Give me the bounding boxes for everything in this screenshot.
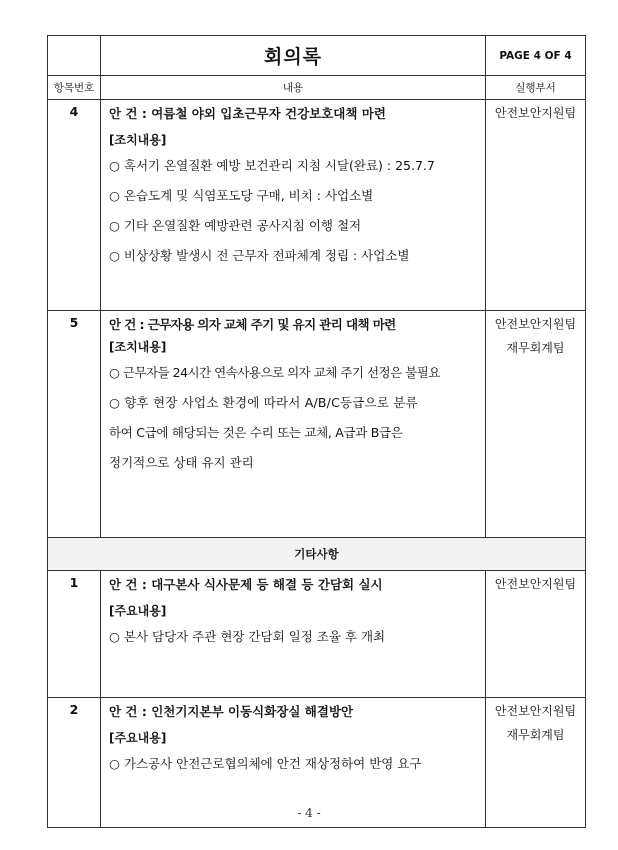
agenda-row (48, 571, 586, 698)
section-label: [조치내용] (109, 133, 167, 147)
agenda-title: 안 건 : 대구본사 식사문제 등 해결 등 간담회 실시 (109, 577, 383, 592)
page-number: - 4 - (297, 806, 321, 820)
agenda-title: 안 건 : 근무자용 의자 교체 주기 및 유지 관리 대책 마련 (109, 317, 396, 332)
dept-name: 재무회계팀 (506, 728, 565, 742)
item-number: 2 (48, 698, 101, 828)
item-dept (486, 311, 586, 538)
column-header-content: 내용 (101, 76, 486, 100)
etc-section-title: 기타사항 (48, 538, 586, 571)
page-label: PAGE 4 OF 4 (486, 36, 586, 76)
agenda-row (48, 311, 586, 538)
item-content (101, 311, 486, 538)
bullet-item: ○ 온습도계 및 식염포도당 구매, 비치 : 사업소별 (109, 188, 374, 203)
bullet-paragraph (109, 392, 479, 474)
title-blank-cell (48, 36, 101, 76)
bullet-item: ○ 본사 담당자 주관 현장 간담회 일정 조율 후 개최 (109, 629, 386, 644)
document-title: 회의록 (101, 36, 486, 76)
agenda-row (48, 100, 586, 311)
column-header-dept: 실행부서 (486, 76, 586, 100)
agenda-title: 안 건 : 여름철 야외 입초근무자 건강보호대책 마련 (109, 106, 386, 121)
dept-name: 안전보안지원팀 (494, 577, 577, 591)
item-dept (486, 571, 586, 698)
section-label: [조치내용] (109, 340, 167, 354)
bullet-item: ○ 비상상황 발생시 전 근무자 전파체계 정립 : 사업소별 (109, 248, 410, 263)
item-content (101, 571, 486, 698)
section-label: [주요내용] (109, 604, 167, 618)
dept-name: 안전보안지원팀 (494, 106, 577, 120)
dept-name: 안전보안지원팀 (494, 704, 577, 718)
dept-name: 안전보안지원팀 (494, 317, 577, 331)
agenda-title: 안 건 : 인천기지본부 이동식화장실 해결방안 (109, 704, 354, 719)
dept-name: 재무회계팀 (506, 341, 565, 355)
bullet-item: ○ 가스공사 안전근로협의체에 안건 재상정하여 반영 요구 (109, 756, 422, 771)
paragraph-line: 정기적으로 상태 유지 관리 (109, 455, 254, 470)
bullet-item: ○ 혹서기 온열질환 예방 보건관리 지침 시달(완료) : 25.7.7 (109, 158, 435, 173)
item-number: 4 (48, 100, 101, 311)
section-label: [주요내용] (109, 731, 167, 745)
title-row (48, 36, 586, 76)
paragraph-line: ○ 향후 현장 사업소 환경에 따라서 A/B/C등급으로 분류 (109, 395, 418, 410)
paragraph-line: 하여 C급에 해당되는 것은 수리 또는 교체, A급과 B급은 (109, 425, 403, 440)
item-number: 5 (48, 311, 101, 538)
item-number: 1 (48, 571, 101, 698)
bullet-item: ○ 근무자들 24시간 연속사용으로 의자 교체 주기 선정은 불필요 (109, 365, 440, 380)
column-header-row (48, 76, 586, 100)
bullet-item: ○ 기타 온열질환 예방관련 공사지침 이행 철저 (109, 218, 362, 233)
item-content (101, 100, 486, 311)
etc-section-row (48, 538, 586, 571)
item-dept (486, 100, 586, 311)
minutes-table (47, 35, 586, 828)
column-header-num: 항목번호 (48, 76, 101, 100)
